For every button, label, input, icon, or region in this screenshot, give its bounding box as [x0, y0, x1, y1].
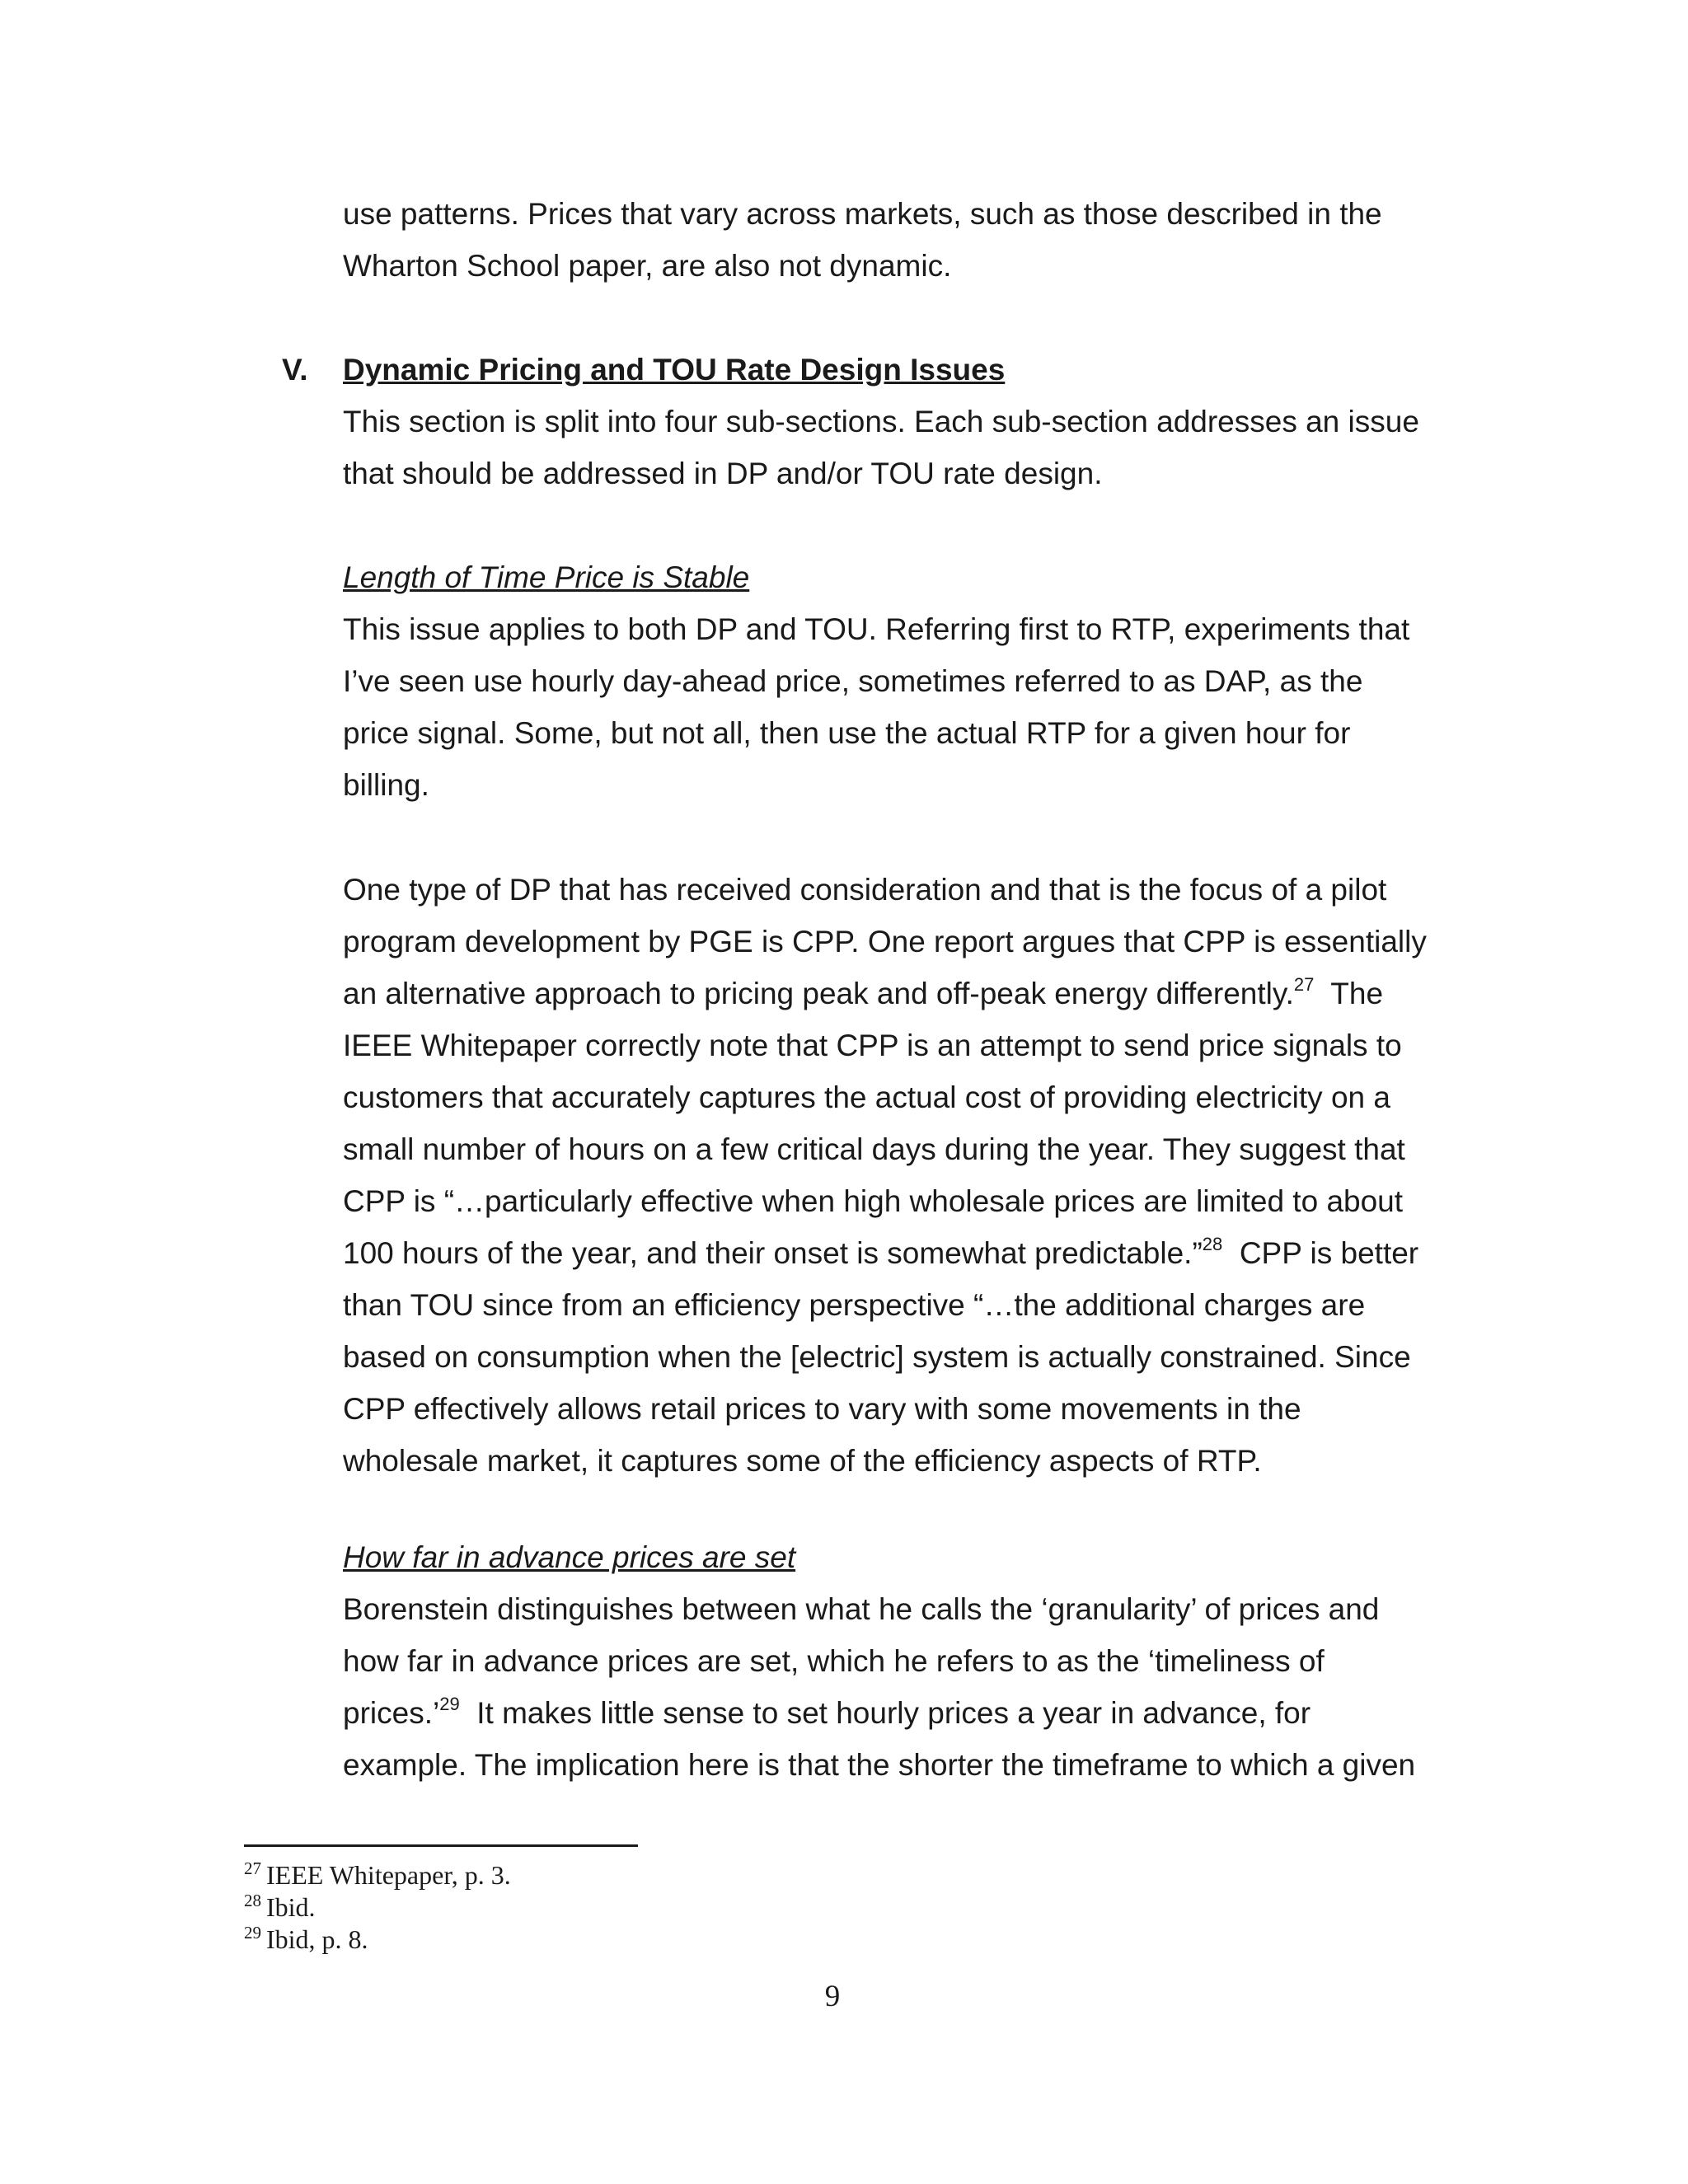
- subsection-2-line-3-text: prices.’: [343, 1696, 440, 1730]
- para2-line-6: small number of hours on a few critical days during the year. They suggest that: [343, 1132, 1405, 1166]
- section-title: Dynamic Pricing and TOU Rate Design Issues: [343, 353, 1006, 387]
- section-heading: [343, 344, 1447, 499]
- footnote-28-number: 28: [244, 1891, 261, 1910]
- footnote-29: [244, 1924, 511, 1956]
- para2-line-11: CPP effectively allows retail prices to vary with some movements in the: [343, 1392, 1301, 1426]
- footnote-ref-28[interactable]: 28: [1202, 1234, 1223, 1254]
- para2-line-9: than TOU since from an efficiency perspective “…the additional charges are: [343, 1288, 1366, 1322]
- para2-line-3-text: an alternative approach to pricing peak and off-peak energy differently.: [343, 977, 1294, 1010]
- footnote-29-number: 29: [244, 1923, 261, 1943]
- para2-line-3: [343, 968, 1447, 1019]
- subsection-2-title: How far in advance prices are set: [343, 1540, 796, 1574]
- footnotes: [244, 1859, 511, 1956]
- para2-line-1: One type of DP that has received consideration and that is the focus of a pilot: [343, 873, 1387, 907]
- subsection-1-para1-line-1: This issue applies to both DP and TOU. Referring first to RTP, experiments that: [343, 612, 1410, 646]
- para2-line-8: [343, 1227, 1447, 1279]
- footnote-27-number: 27: [244, 1858, 261, 1878]
- para2-line-3-tail: The: [1314, 977, 1384, 1010]
- para2-line-4: IEEE Whitepaper correctly note that CPP is an attempt to send price signals to: [343, 1029, 1402, 1062]
- subsection-1-para1-line-4: billing.: [343, 768, 429, 802]
- footnote-28-text: Ibid.: [266, 1892, 316, 1922]
- para2-line-12: wholesale market, it captures some of the efficiency aspects of RTP.: [343, 1444, 1262, 1478]
- intro-line-2: Wharton School paper, are also not dynamic.: [343, 249, 952, 283]
- para2-line-2: program development by PGE is CPP. One report argues that CPP is essentially: [343, 925, 1427, 958]
- subsection-2-line-2: how far in advance prices are set, which he refers to as the ‘timeliness of: [343, 1644, 1325, 1678]
- para2-line-5: customers that accurately captures the actual cost of providing electricity on a: [343, 1080, 1390, 1114]
- subsection-1-title: Length of Time Price is Stable: [343, 560, 750, 594]
- subsection-2-line-3-tail: It makes little sense to set hourly prices a year in advance, for: [459, 1696, 1311, 1730]
- subsection-1: [343, 551, 1447, 811]
- intro-paragraph: [343, 188, 1447, 292]
- footnote-ref-29[interactable]: 29: [439, 1694, 460, 1714]
- section-number: V.: [282, 353, 308, 387]
- subsection-2: [343, 1531, 1447, 1791]
- subsection-1-para1-line-3: price signal. Some, but not all, then use the actual RTP for a given hour for: [343, 716, 1351, 750]
- footnote-29-text: Ibid, p. 8.: [266, 1924, 368, 1954]
- subsection-1-paragraph-2: [343, 864, 1447, 1487]
- subsection-1-para1-line-2: I’ve seen use hourly day-ahead price, sometimes referred to as DAP, as the: [343, 664, 1363, 698]
- para2-line-8-text: 100 hours of the year, and their onset is somewhat predictable.”: [343, 1236, 1203, 1270]
- page-number: 9: [824, 1980, 841, 2013]
- para2-line-8-tail: CPP is better: [1222, 1236, 1419, 1270]
- footnote-27-text: IEEE Whitepaper, p. 3.: [266, 1860, 511, 1890]
- subsection-2-line-4: example. The implication here is that the shorter the timeframe to which a given: [343, 1748, 1416, 1782]
- footnote-divider: [244, 1844, 638, 1847]
- footnote-28: [244, 1891, 511, 1924]
- para2-line-7: CPP is “…particularly effective when high wholesale prices are limited to about: [343, 1184, 1404, 1218]
- section-intro-line-2: that should be addressed in DP and/or TOU rate design.: [343, 457, 1103, 490]
- footnote-ref-27[interactable]: 27: [1293, 974, 1315, 995]
- intro-line-1: use patterns. Prices that vary across markets, such as those described in the: [343, 197, 1382, 231]
- subsection-2-line-1: Borenstein distinguishes between what he calls the ‘granularity’ of prices and: [343, 1592, 1380, 1626]
- subsection-2-line-3: [343, 1687, 1447, 1739]
- section-intro-line-1: This section is split into four sub-sections. Each sub-section addresses an issue: [343, 405, 1419, 438]
- footnote-27: [244, 1859, 511, 1891]
- para2-line-10: based on consumption when the [electric] system is actually constrained. Since: [343, 1340, 1411, 1374]
